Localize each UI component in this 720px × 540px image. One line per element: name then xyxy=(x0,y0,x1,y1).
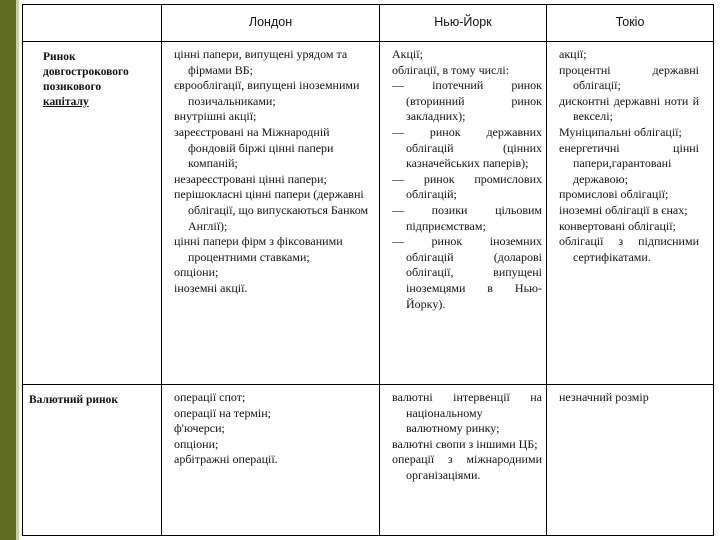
list-item: — ринок промислових облігацій; xyxy=(392,171,542,202)
list-item: зареєстровані на Міжнародній фондовій біржі цінні папери компаній; xyxy=(174,124,334,171)
list-item: незначний розмір xyxy=(559,390,649,404)
list-item: дисконтні державні ноти й векселі; xyxy=(559,93,699,124)
list-item: акції; xyxy=(559,47,587,61)
list-item: облігації, в тому числі: xyxy=(392,62,510,77)
row-label-text: Валютний ринок xyxy=(29,394,119,406)
list-item: енергетичні цінні папери,гарантовані державою; xyxy=(559,140,699,186)
list-item: Акції; xyxy=(392,47,423,61)
list-item: промислові облігації; xyxy=(559,187,669,202)
list-item: облігації з підписними сертифікатами. xyxy=(559,234,699,264)
cell-fx-new-york xyxy=(380,385,547,536)
list-item: Муніципальні облігації; xyxy=(559,124,682,139)
list-item: незареєстровані цінні папери; xyxy=(174,171,327,186)
cell-capital-tokyo xyxy=(547,42,714,385)
header-empty-cell xyxy=(23,5,162,42)
header-tokyo: Токіо xyxy=(547,5,714,42)
list-item: перішокласні цінні папери (державні облігації, що випускаються Банком Англії); xyxy=(174,187,369,233)
slide-sidebar-edge xyxy=(16,0,19,540)
table-row-capital-market xyxy=(23,42,714,385)
list-item: внутрішні акції; xyxy=(174,109,257,124)
cell-capital-london xyxy=(162,42,380,385)
list-item: валютні інтервенції на національному валютному ринку; xyxy=(392,390,542,436)
list-item: операції з міжнародними організаціями. xyxy=(392,452,542,482)
header-new-york: Нью-Йорк xyxy=(380,5,547,42)
cell-capital-new-york xyxy=(380,42,547,385)
list-item: валютні свопи з іншими ЦБ; xyxy=(392,436,538,451)
list-item: цінні папери фірм з фіксованими процентними ставками; xyxy=(174,234,343,264)
list-item: — позики цільовим підприємствам; xyxy=(392,202,542,233)
table-row-fx-market xyxy=(23,385,714,536)
list-item: арбітражні операції. xyxy=(174,452,278,467)
list-item: єврооблігації, випущені іноземними позичальниками; xyxy=(174,78,360,108)
list-item: операції на термін; xyxy=(174,405,271,420)
markets-comparison-table xyxy=(22,4,714,536)
list-item: цінні папери, випущені урядом та фірмами ВБ; xyxy=(174,47,348,77)
slide-sidebar-bar xyxy=(0,0,16,540)
row-label-line: довгострокового xyxy=(43,66,129,78)
list-item: процентні державні облігації; xyxy=(559,62,699,93)
list-item: іноземні облігації в єнах; xyxy=(559,202,688,217)
cell-fx-london xyxy=(162,385,380,536)
list-item: — ринок державних облігацій (цінних казначейських паперів); xyxy=(392,124,542,171)
row-label-capital-market xyxy=(23,42,162,385)
row-label-line: капіталу xyxy=(43,96,89,108)
list-item: операції спот; xyxy=(174,390,246,404)
header-london: Лондон xyxy=(162,5,380,42)
table-header-row xyxy=(23,5,714,42)
list-item: — ринок іноземних облігацій (доларові облігації, випущені іноземцями в Нью-Йорку). xyxy=(392,234,542,311)
list-item: опціони; xyxy=(174,265,219,280)
list-item: ф'ючерси; xyxy=(174,421,225,436)
list-item: конвертовані облігації; xyxy=(559,218,676,233)
list-item: — іпотечний ринок (вторинний ринок закладних); xyxy=(392,78,542,124)
list-item: іноземні акції. xyxy=(174,280,248,295)
cell-fx-tokyo xyxy=(547,385,714,536)
row-label-line: Ринок xyxy=(43,51,76,63)
list-item: опціони; xyxy=(174,436,219,451)
row-label-line: позикового xyxy=(43,81,102,93)
row-label-fx-market xyxy=(23,385,162,536)
